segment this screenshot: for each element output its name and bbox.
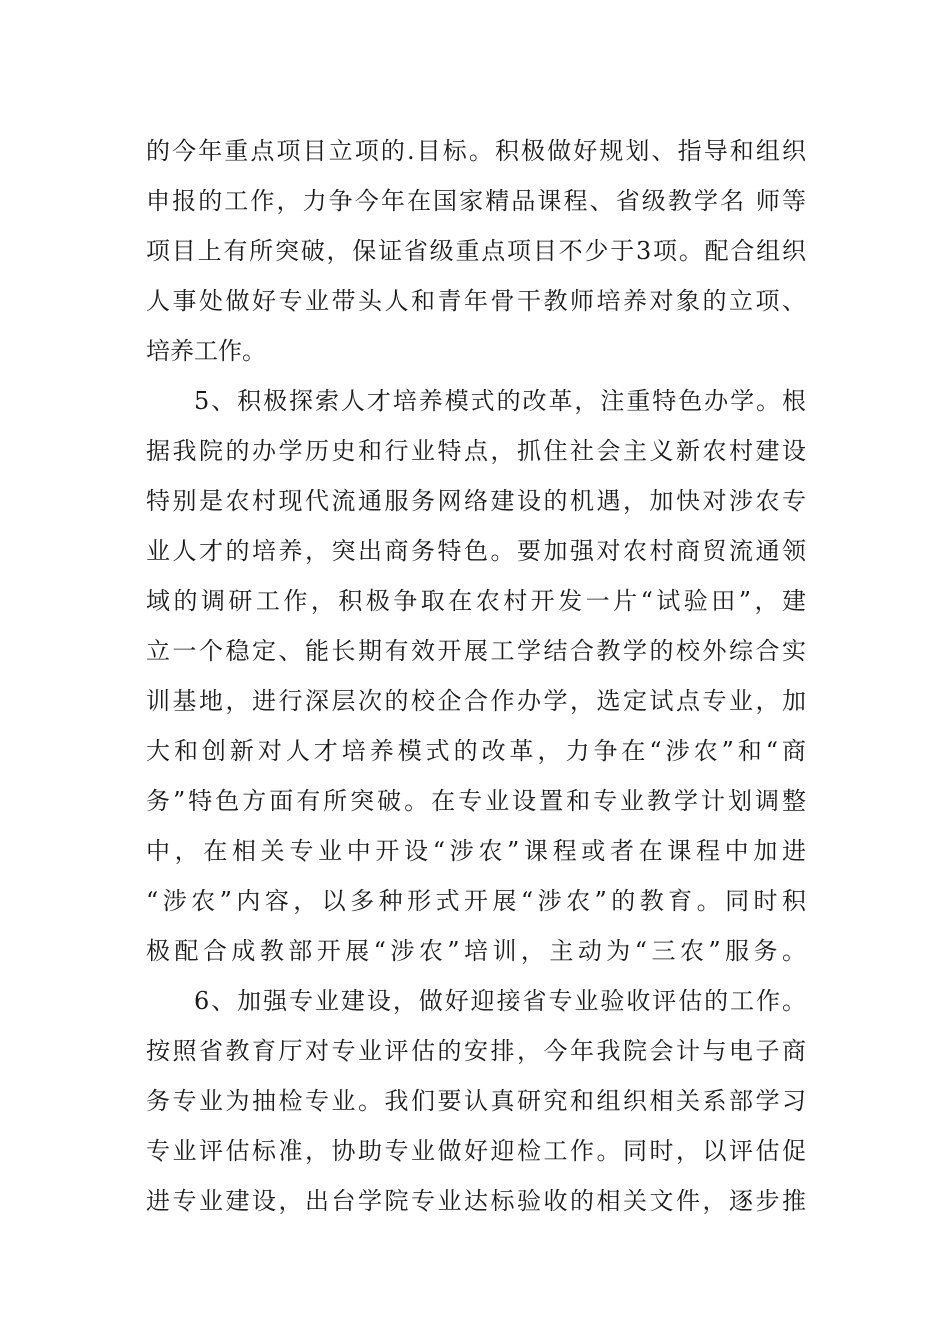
text-line-content: 特别是农村现代流通服务网络建设的机遇，加快对涉农专 <box>146 487 806 515</box>
text-line <box>0 181 950 221</box>
text-line-content: 中，在相关专业中开设“涉农”课程或者在课程中加进 <box>146 837 806 865</box>
text-line-content: 申报的工作，力争今年在国家精品课程、省级教学名 师等 <box>146 187 806 215</box>
text-line <box>0 331 950 371</box>
text-line-content: 业人才的培养，突出商务特色。要加强对农村商贸流通领 <box>146 537 806 565</box>
text-line <box>0 131 950 171</box>
text-line-content: “涉农”内容，以多种形式开展“涉农”的教育。同时积 <box>146 887 806 915</box>
text-line <box>0 831 950 871</box>
text-line-content: 域的调研工作，积极争取在农村开发一片“试验田”，建 <box>146 587 806 615</box>
text-line-content: 专业评估标准，协助专业做好迎检工作。同时，以评估促 <box>146 1137 806 1165</box>
text-line-content: 人事处做好专业带头人和青年骨干教师培养对象的立项、 <box>146 287 806 315</box>
text-line-content: 按照省教育厅对专业评估的安排，今年我院会计与电子商 <box>146 1037 806 1065</box>
text-line-content: 极配合成教部开展“涉农”培训，主动为“三农”服务。 <box>146 937 806 965</box>
paragraph-first-line <box>0 981 950 1021</box>
text-line <box>0 881 950 921</box>
text-line <box>0 1081 950 1121</box>
text-line-content: 务”特色方面有所突破。在专业设置和专业教学计划调整 <box>146 787 806 815</box>
paragraph-first-line <box>0 381 950 421</box>
text-line <box>0 281 950 321</box>
text-line <box>0 531 950 571</box>
text-line-content: 的今年重点项目立项的.目标。积极做好规划、指导和组织 <box>146 137 806 165</box>
text-line <box>0 481 950 521</box>
text-line <box>0 731 950 771</box>
text-line-content: 5、积极探索人才培养模式的改革，注重特色办学。根 <box>194 387 806 415</box>
text-line <box>0 931 950 971</box>
text-line <box>0 631 950 671</box>
text-line-content: 立一个稳定、能长期有效开展工学结合教学的校外综合实 <box>146 637 806 665</box>
text-line-content: 据我院的办学历史和行业特点，抓住社会主义新农村建设 <box>146 437 806 465</box>
text-line <box>0 1131 950 1171</box>
text-line-content: 务专业为抽检专业。我们要认真研究和组织相关系部学习 <box>146 1087 806 1115</box>
text-line-content: 6、加强专业建设，做好迎接省专业验收评估的工作。 <box>194 987 806 1015</box>
text-line-content: 培养工作。 <box>146 337 266 365</box>
text-line <box>0 681 950 721</box>
text-line-content: 训基地，进行深层次的校企合作办学，选定试点专业，加 <box>146 687 806 715</box>
text-line-content: 大和创新对人才培养模式的改革，力争在“涉农”和“商 <box>146 737 806 765</box>
text-line <box>0 231 950 271</box>
text-line <box>0 781 950 821</box>
text-line-content: 进专业建设，出台学院专业达标验收的相关文件，逐步推 <box>146 1187 806 1215</box>
text-line <box>0 1031 950 1071</box>
text-line <box>0 431 950 471</box>
text-line <box>0 581 950 621</box>
text-line <box>0 1181 950 1221</box>
text-line-content: 项目上有所突破，保证省级重点项目不少于3项。配合组织 <box>146 237 806 265</box>
